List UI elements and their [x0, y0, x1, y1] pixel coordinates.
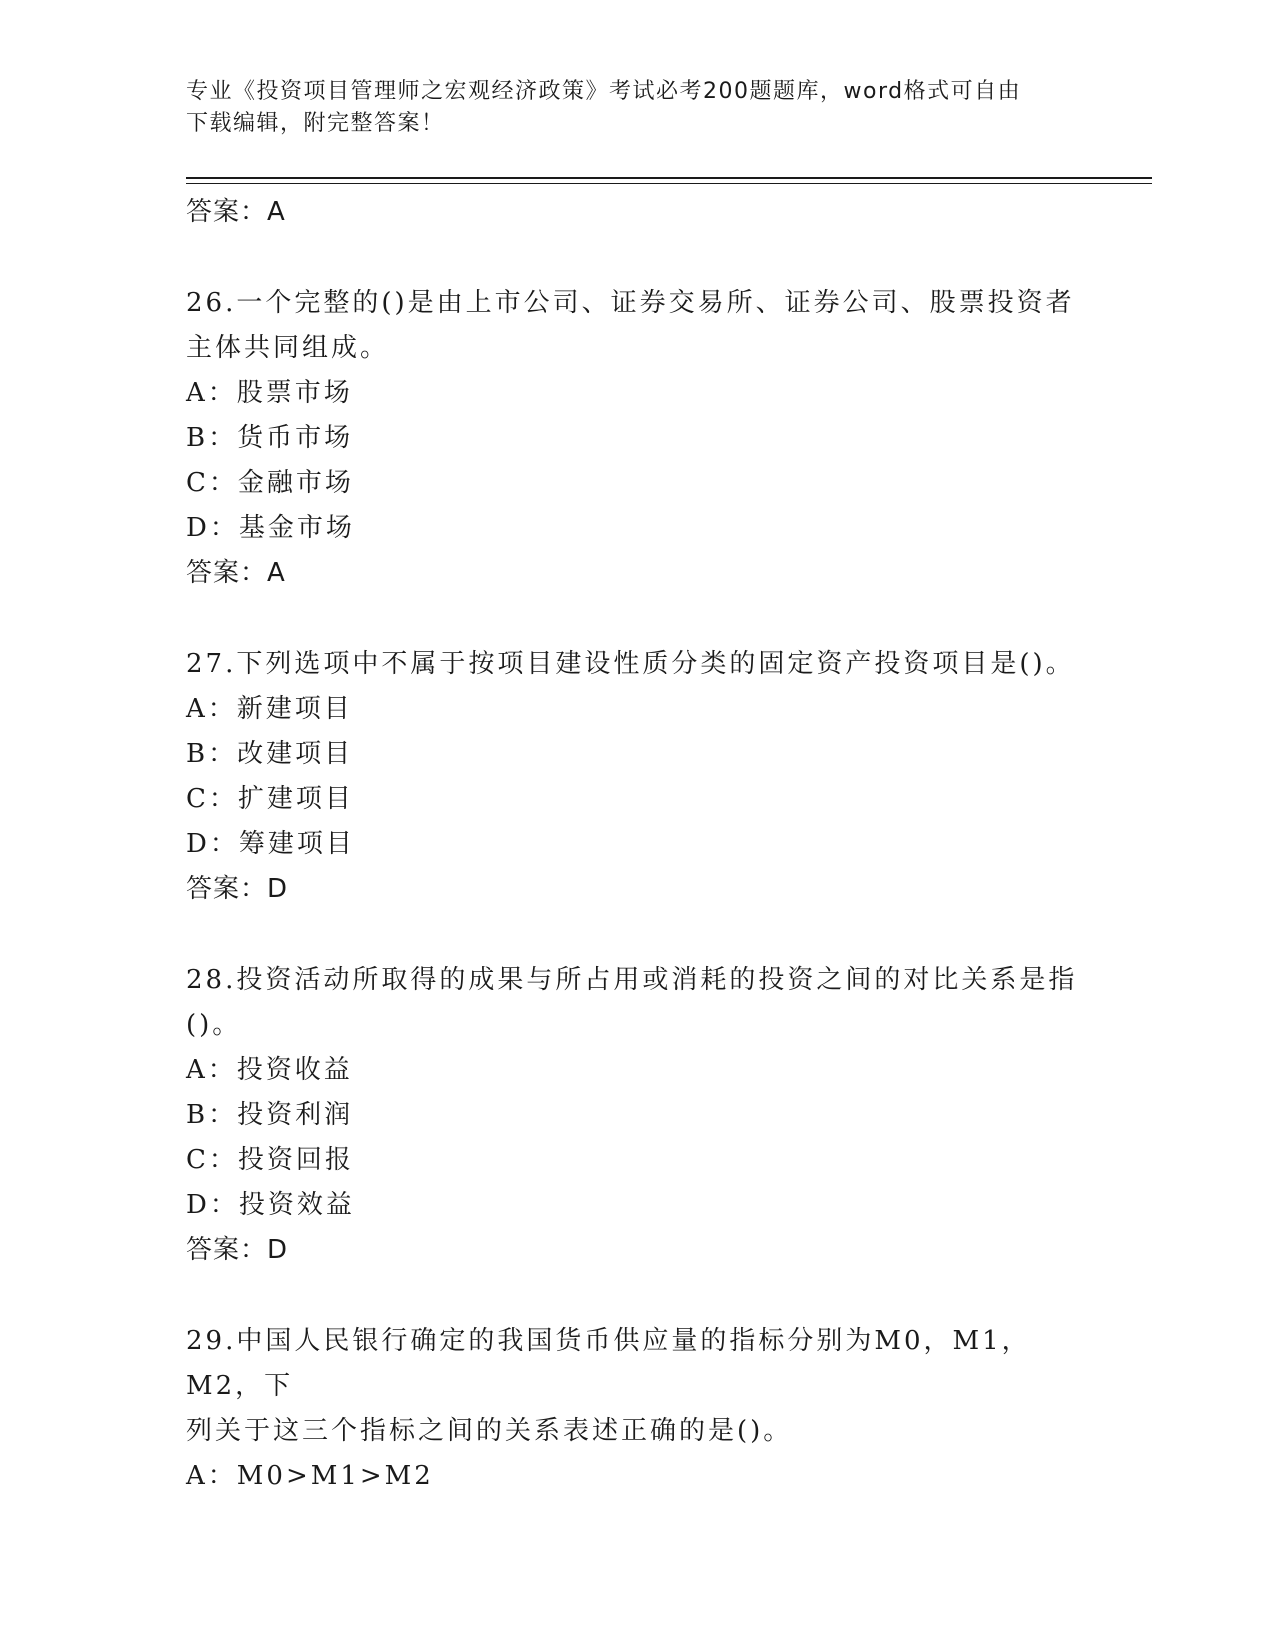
- answer-label: 答案：A: [186, 558, 286, 588]
- answer-label: 答案：D: [186, 874, 289, 904]
- option-c: C：扩建项目: [186, 784, 354, 814]
- option-a: A：新建项目: [186, 694, 353, 724]
- question-28: 28.投资活动所取得的成果与所占用或消耗的投资之间的对比关系是指 ()。: [186, 965, 1078, 1040]
- option-c: C：投资回报: [186, 1145, 354, 1175]
- answer-label: 答案：D: [186, 1235, 289, 1265]
- question-list: [186, 190, 1086, 1499]
- option-d: D：筹建项目: [186, 829, 355, 859]
- option-a: A：M0>M1>M2: [186, 1461, 434, 1491]
- header-divider-thin: [186, 183, 1152, 184]
- question-26: 26.一个完整的()是由上市公司、证券交易所、证券公司、股票投资者 主体共同组成。: [186, 288, 1075, 363]
- answer-label: 答案：A: [186, 197, 286, 227]
- option-b: B：货币市场: [186, 423, 354, 453]
- option-a: A：投资收益: [186, 1055, 353, 1085]
- option-a: A：股票市场: [186, 378, 353, 408]
- option-c: C：金融市场: [186, 468, 354, 498]
- question-29: 29.中国人民银行确定的我国货币供应量的指标分别为M0，M1，M2，下 列关于这三个指标之间的关系表述正确的是()。: [186, 1326, 1031, 1446]
- question-27: 27.下列选项中不属于按项目建设性质分类的固定资产投资项目是()。: [186, 649, 1075, 679]
- option-d: D：基金市场: [186, 513, 355, 543]
- option-d: D：投资效益: [186, 1190, 355, 1220]
- option-b: B：改建项目: [186, 739, 354, 769]
- header-divider-thick: [186, 177, 1152, 179]
- option-b: B：投资利润: [186, 1100, 354, 1130]
- document-header: 专业《投资项目管理师之宏观经济政策》考试必考200题题库，word格式可自由 下载编辑，附完整答案！: [186, 79, 1022, 136]
